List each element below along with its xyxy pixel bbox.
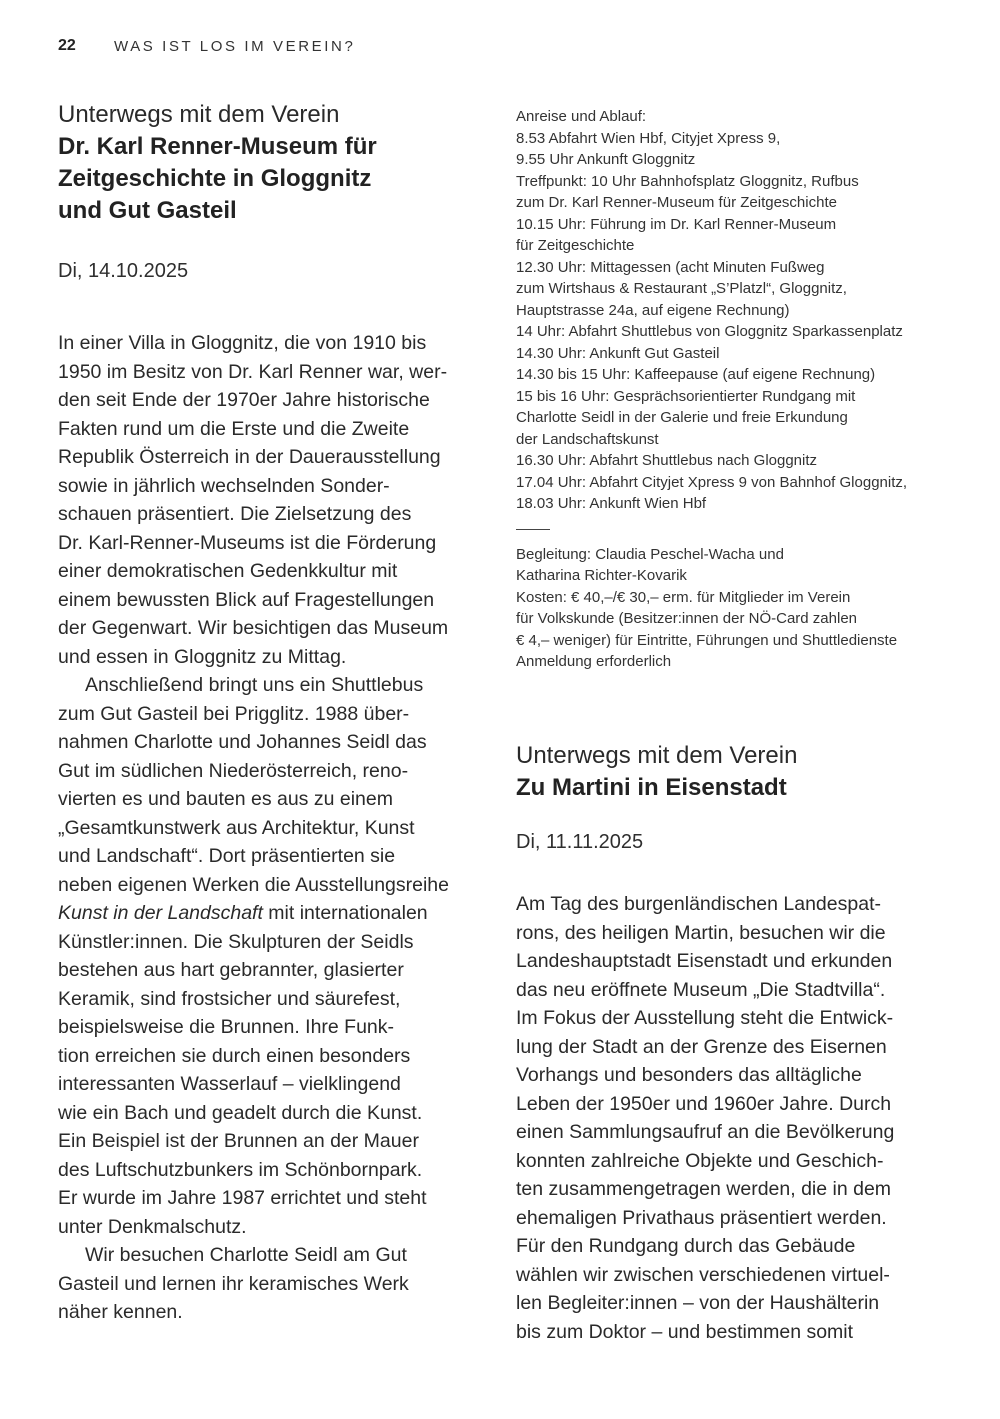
body-line: bis zum Doktor – und bestimmen somit (516, 1320, 854, 1343)
body-line: des Luftschutzbunkers im Schönbornpark. (58, 1158, 423, 1181)
event1-schedule (516, 106, 956, 515)
event1-body (58, 329, 498, 1327)
details-line: € 4,– weniger) für Eintritte, Führungen und Shuttledienste (516, 631, 898, 649)
body-line: das neu eröffnete Museum „Die Stadtvilla“. (516, 978, 886, 1001)
event1-kicker: Unterwegs mit dem Verein (58, 101, 340, 128)
running-title: WAS IST LOS IM VEREIN? (114, 37, 356, 55)
body-line: interessanten Wasserlauf – vielklingend (58, 1073, 401, 1095)
schedule-line: zum Dr. Karl Renner-Museum für Zeitgeschichte (516, 194, 837, 211)
body-line: einer demokratischen Gedenkkultur mit (58, 560, 398, 582)
page-number: 22 (58, 37, 76, 54)
body-line: rons, des heiligen Martin, besuchen wir die (516, 921, 886, 944)
body-line: vierten es und bauten es aus zu einem (58, 788, 393, 810)
schedule-line: Treffpunkt: 10 Uhr Bahnhofsplatz Gloggnitz, Rufbus (516, 172, 859, 190)
body-line: bestehen aus hart gebrannter, glasierter (58, 959, 404, 981)
schedule-line: der Landschaftskunst (516, 430, 659, 448)
schedule-line: für Zeitgeschichte (516, 237, 635, 254)
body-line: 1950 im Besitz von Dr. Karl Renner war, wer- (58, 360, 448, 383)
body-line: Fakten rund um die Erste und die Zweite (58, 417, 410, 440)
body-line: len Begleiter:innen – von der Haushälterin (516, 1292, 880, 1314)
body-line: tion erreichen sie durch einen besonders (58, 1044, 411, 1067)
schedule-line: 15 bis 16 Uhr: Gesprächsorientierter Rundgang mit (516, 387, 856, 405)
schedule-line: Anreise und Ablauf: (516, 108, 647, 125)
body-line: sowie in jährlich wechselnden Sonder- (58, 474, 390, 497)
event1-title-line: und Gut Gasteil (58, 197, 237, 224)
body-line: wie ein Bach und geadelt durch die Kunst. (58, 1101, 423, 1124)
body-line: Am Tag des burgenländischen Landespat- (516, 893, 881, 915)
schedule-line: zum Wirtshaus & Restaurant „S’Platzl“, Gloggnitz, (516, 280, 847, 297)
body-line-rest: mit internationalen (262, 902, 428, 924)
body-line (58, 899, 498, 928)
event2-title (516, 772, 956, 804)
event2-title-line: Zu Martini in Eisenstadt (516, 774, 787, 801)
event1-title-line: Zeitgeschichte in Gloggnitz (58, 165, 372, 192)
schedule-line: 8.53 Abfahrt Wien Hbf, Cityjet Xpress 9, (516, 129, 781, 147)
body-line: Dr. Karl-Renner-Museums ist die Förderung (58, 531, 437, 554)
body-line: ten zusammengetragen werden, die in dem (516, 1178, 892, 1200)
body-line: lung der Stadt an der Grenze des Eisernen (516, 1035, 887, 1058)
schedule-line: 18.03 Uhr: Ankunft Wien Hbf (516, 495, 707, 512)
body-line: ehemaligen Privathaus präsentiert werden. (516, 1206, 887, 1229)
event2-kicker: Unterwegs mit dem Verein (516, 742, 798, 769)
body-line: wählen wir zwischen verschiedenen virtuel- (516, 1263, 890, 1286)
details-line: Kosten: € 40,–/€ 30,– erm. für Mitglieder im Verein (516, 588, 851, 606)
body-line: Künstler:innen. Die Skulpturen der Seidls (58, 930, 414, 953)
body-line: unter Denkmalschutz. (58, 1215, 247, 1238)
body-line: nahmen Charlotte und Johannes Seidl das (58, 731, 427, 753)
event1-details (516, 544, 956, 673)
body-line: Für den Rundgang durch das Gebäude (516, 1235, 856, 1257)
section-divider (516, 529, 550, 530)
details-line: Anmeldung erforderlich (516, 653, 672, 670)
body-line: Landeshauptstadt Eisenstadt und erkunden (516, 950, 893, 972)
schedule-line: 14.30 Uhr: Ankunft Gut Gasteil (516, 344, 720, 362)
body-line: zum Gut Gasteil bei Prigglitz. 1988 über- (58, 702, 410, 725)
body-line: „Gesamtkunstwerk aus Architektur, Kunst (58, 816, 415, 839)
body-line: Leben der 1950er und 1960er Jahre. Durch (516, 1092, 892, 1115)
body-line: Republik Österreich in der Dauerausstellung (58, 446, 441, 468)
event2-body (516, 890, 956, 1346)
body-line: neben eigenen Werken die Ausstellungsreihe (58, 873, 449, 896)
event1-info-box (516, 106, 956, 673)
schedule-line: 12.30 Uhr: Mittagessen (acht Minuten Fußweg (516, 258, 825, 276)
body-line: Anschließend bringt uns ein Shuttlebus (85, 674, 424, 696)
schedule-line: Hauptstrasse 24a, auf eigene Rechnung) (516, 301, 790, 319)
schedule-line: 10.15 Uhr: Führung im Dr. Karl Renner-Museum (516, 215, 837, 233)
details-line: Begleitung: Claudia Peschel-Wacha und (516, 545, 784, 563)
body-line: Ein Beispiel ist der Brunnen an der Mauer (58, 1130, 419, 1152)
schedule-line: 14 Uhr: Abfahrt Shuttlebus von Gloggnitz Sparkassenplatz (516, 323, 903, 340)
event2-date: Di, 11.11.2025 (516, 831, 644, 853)
body-line: näher kennen. (58, 1301, 183, 1323)
event2-article (516, 740, 956, 1346)
event1-title (58, 131, 498, 227)
schedule-line: 16.30 Uhr: Abfahrt Shuttlebus nach Gloggnitz (516, 452, 818, 469)
body-line: In einer Villa in Gloggnitz, die von 1910 bis (58, 332, 427, 354)
body-line: Im Fokus der Ausstellung steht die Entwick- (516, 1007, 894, 1029)
schedule-line: Charlotte Seidl in der Galerie und freie Erkundung (516, 409, 848, 426)
body-line: Er wurde im Jahre 1987 errichtet und steht (58, 1187, 427, 1209)
body-line: beispielsweise die Brunnen. Ihre Funk- (58, 1016, 395, 1038)
body-line: Vorhangs und besonders das alltägliche (516, 1064, 862, 1086)
body-line: Gasteil und lernen ihr keramisches Werk (58, 1272, 409, 1295)
body-line: Wir besuchen Charlotte Seidl am Gut (85, 1244, 407, 1266)
details-line: für Volkskunde (Besitzer:innen der NÖ-Card zahlen (516, 610, 858, 627)
event1-date: Di, 14.10.2025 (58, 260, 189, 282)
body-line: Gut im südlichen Niederösterreich, reno- (58, 759, 409, 782)
schedule-line: 14.30 bis 15 Uhr: Kaffeepause (auf eigene Rechnung) (516, 366, 876, 383)
details-line: Katharina Richter-Kovarik (516, 567, 687, 584)
event1-article (58, 99, 498, 1327)
body-line: schauen präsentiert. Die Zielsetzung des (58, 503, 412, 525)
body-line: und essen in Gloggnitz zu Mittag. (58, 645, 347, 668)
body-line: den seit Ende der 1970er Jahre historische (58, 389, 430, 411)
event1-title-line: Dr. Karl Renner-Museum für (58, 133, 377, 160)
body-line: einem bewussten Blick auf Fragestellungen (58, 588, 435, 611)
body-line: einen Sammlungsaufruf an die Bevölkerung (516, 1121, 895, 1143)
body-line: Keramik, sind frostsicher und säurefest, (58, 987, 401, 1010)
schedule-line: 9.55 Uhr Ankunft Gloggnitz (516, 151, 696, 168)
exhibition-title-italic: Kunst in der Landschaft (58, 902, 263, 924)
schedule-line: 17.04 Uhr: Abfahrt Cityjet Xpress 9 von Bahnhof Gloggnitz, (516, 473, 908, 491)
body-line: und Landschaft“. Dort präsentierten sie (58, 845, 396, 867)
body-line: konnten zahlreiche Objekte und Geschich- (516, 1149, 884, 1172)
running-header (58, 34, 355, 58)
body-line: der Gegenwart. Wir besichtigen das Museum (58, 617, 449, 639)
